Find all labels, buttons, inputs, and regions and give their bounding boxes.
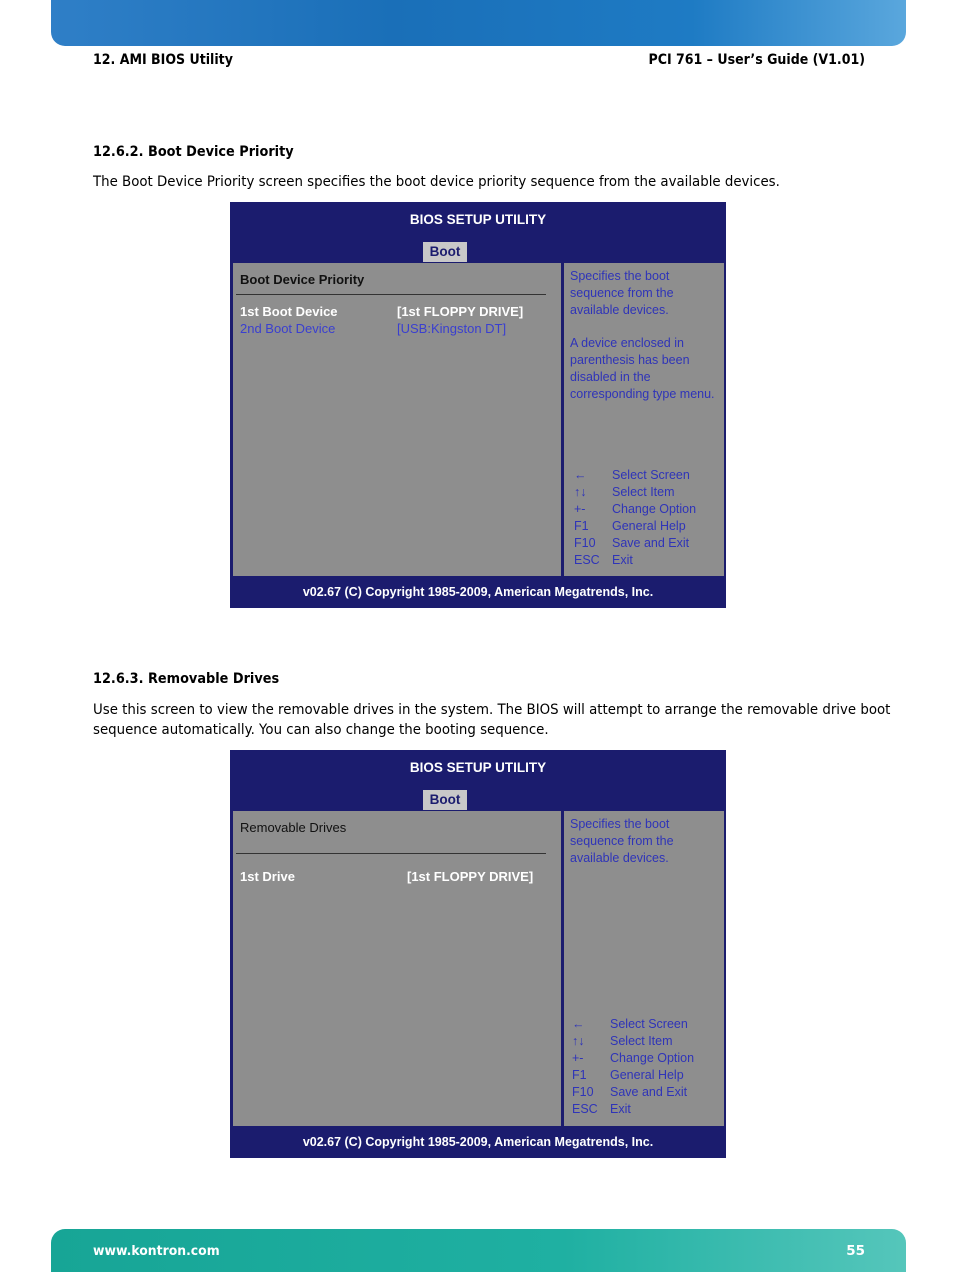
section-title-boot-device-priority: 12.6.2. Boot Device Priority [93,144,294,160]
left-arrow-icon: ← [572,1017,585,1031]
key-f1: F1 [572,1068,587,1082]
key-desc: Select Screen [610,1017,688,1031]
key-desc: General Help [610,1068,684,1082]
up-down-arrow-icon: ↑↓ [574,485,587,499]
key-desc: Select Item [612,485,675,499]
key-desc: Select Item [610,1034,673,1048]
bios-panel-heading: Boot Device Priority [240,272,365,287]
bios-screenshot-boot-device-priority [230,202,726,608]
help-paragraph: A device enclosed in parenthesis has been disabled in the corresponding type menu. [570,336,715,401]
tab-boot[interactable]: Boot [423,242,467,262]
key-desc: Change Option [612,502,697,516]
key-esc: ESC [572,1102,598,1116]
section-paragraph: The Boot Device Priority screen specifies the boot device priority sequence from the available devices. [93,174,780,190]
bios-copyright: v02.67 (C) Copyright 1985-2009, American Megatrends, Inc. [302,585,654,599]
key-f10: F10 [572,1085,594,1099]
key-desc: Save and Exit [610,1085,688,1099]
bios-title: BIOS SETUP UTILITY [409,760,547,775]
key-desc: Exit [612,553,633,567]
bios-title: BIOS SETUP UTILITY [409,212,547,227]
help-paragraph: Specifies the boot sequence from the available devices. [570,817,674,865]
section-paragraph: Use this screen to view the removable drives in the system. The BIOS will attempt to arrange the removable drive boot sequence automatically. You can also change the booting sequence. [93,702,891,738]
menu-item-label: 1st Drive [240,869,295,884]
tab-boot[interactable]: Boot [423,790,467,810]
menu-item-value: [1st FLOPPY DRIVE] [397,304,524,319]
divider [236,853,546,854]
website-link[interactable]: www.kontron.com [93,1243,220,1259]
chapter-title: 12. AMI BIOS Utility [93,52,233,68]
bottom-banner [51,1229,906,1272]
key-plus-minus: +- [574,502,586,516]
help-text [570,816,720,867]
menu-item-label: 2nd Boot Device [240,321,336,336]
bios-help-panel [564,263,724,576]
key-plus-minus: +- [572,1051,584,1065]
key-esc: ESC [574,553,600,567]
menu-item-value: [1st FLOPPY DRIVE] [407,869,534,884]
key-desc: Exit [610,1102,631,1116]
key-desc: Change Option [610,1051,695,1065]
key-desc: General Help [612,519,686,533]
key-f1: F1 [574,519,589,533]
bios-main-panel [233,263,561,576]
top-banner [51,0,906,46]
bios-main-panel [233,811,561,1126]
key-f10: F10 [574,536,596,550]
help-text [570,268,720,403]
bios-help-panel [564,811,724,1126]
section-title-removable-drives: 12.6.3. Removable Drives [93,671,280,687]
key-desc: Select Screen [612,468,690,482]
key-desc: Save and Exit [612,536,690,550]
up-down-arrow-icon: ↑↓ [572,1034,585,1048]
bios-panel-heading: Removable Drives [240,820,347,835]
page-number: 55 [846,1243,865,1259]
bios-screenshot-removable-drives [230,750,726,1158]
help-paragraph: Specifies the boot sequence from the available devices. [570,269,674,317]
guide-title: PCI 761 – User’s Guide (V1.01) [648,52,865,68]
left-arrow-icon: ← [574,468,587,482]
menu-item-label: 1st Boot Device [240,304,338,319]
bios-copyright: v02.67 (C) Copyright 1985-2009, American Megatrends, Inc. [302,1135,654,1149]
menu-item-value: [USB:Kingston DT] [397,321,507,336]
divider [236,294,546,295]
